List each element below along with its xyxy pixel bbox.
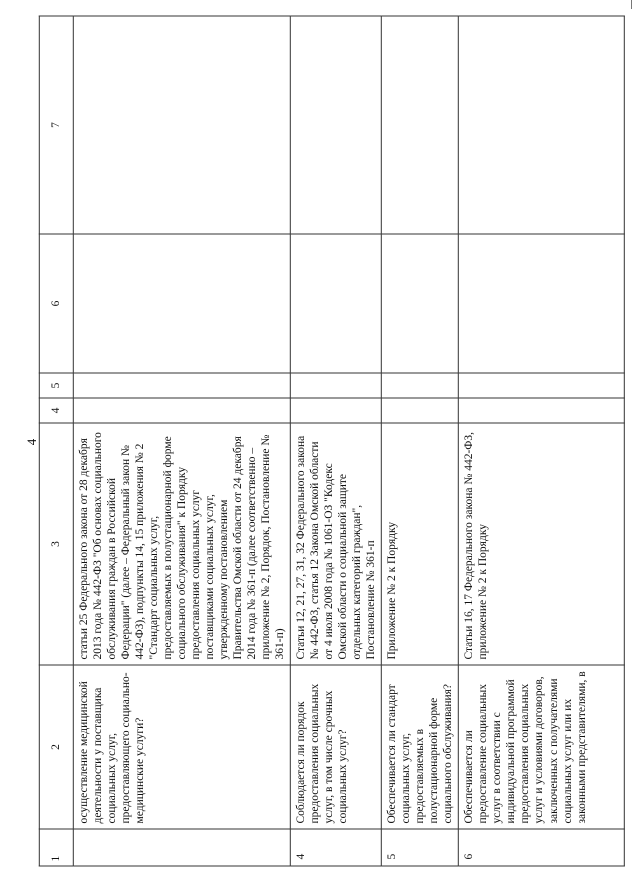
row-number <box>73 829 290 866</box>
question-cell: Соблюдается ли порядок предоставления социальных услуг, в том числе срочных социальных услуг? <box>291 665 382 829</box>
answer-cell-4 <box>382 398 459 423</box>
table-row <box>291 16 382 866</box>
reference-cell: Статьи 16, 17 Федерального закона № 442-ФЗ, приложение № 2 к Порядку <box>459 423 625 665</box>
answer-cell-6 <box>459 234 625 373</box>
answer-cell-5 <box>73 373 290 398</box>
answer-cell-7 <box>382 16 459 234</box>
row-number: 4 <box>291 829 382 866</box>
answer-cell-4 <box>459 398 625 423</box>
answer-cell-7 <box>291 16 382 234</box>
table-row <box>459 16 625 866</box>
reference-cell: Статьи 12, 21, 27, 31, 32 Федерального закона № 442-ФЗ, статья 12 Закона Омской области от 4 июля 2008 года № 1061-ОЗ "Кодекс Омской области о социальной защите отдельных категорий граждан", Постановление № 361-п <box>291 423 382 665</box>
question-cell: Обеспечивается ли стандарт социальных услуг, предоставляемых в полустационарной форме социального обслуживания? <box>382 665 459 829</box>
row-number: 6 <box>459 829 625 866</box>
rotated-table-container <box>50 47 610 861</box>
col-header-1: 1 <box>39 829 73 866</box>
answer-cell-4 <box>73 398 290 423</box>
question-cell: осуществление медицинской деятельности у поставщика социальных услуг, предоставляющего социально-медицинские услуги? <box>73 665 290 829</box>
reference-cell: Приложение № 2 к Порядку <box>382 423 459 665</box>
checklist-table <box>39 15 625 866</box>
col-header-2: 2 <box>39 665 73 829</box>
answer-cell-6 <box>382 234 459 373</box>
row-number: 5 <box>382 829 459 866</box>
col-header-7: 7 <box>39 16 73 234</box>
table-row <box>73 16 290 866</box>
answer-cell-5 <box>291 373 382 398</box>
answer-cell-7 <box>73 16 290 234</box>
question-cell: Обеспечивается ли предоставление социальных услуг в соответствии с индивидуальной программой предоставления социальных услуг и условиями договоров, заключенных с получателями социальных услуг или их законными представителями, в <box>459 665 625 829</box>
col-header-6: 6 <box>39 234 73 373</box>
answer-cell-5 <box>459 373 625 398</box>
col-header-3: 3 <box>39 423 73 665</box>
answer-cell-6 <box>291 234 382 373</box>
page-number: 4 <box>24 438 39 446</box>
answer-cell-6 <box>73 234 290 373</box>
header-row <box>39 16 73 866</box>
col-header-5: 5 <box>39 373 73 398</box>
answer-cell-7 <box>459 16 625 234</box>
edge-mark <box>631 0 632 9</box>
table-row <box>382 16 459 866</box>
reference-cell: статьи 25 Федерального закона от 28 декабря 2013 года № 442-ФЗ "Об основах социального обслуживания граждан в Российской Федерации" (далее – Федеральный закон № 442-ФЗ), подпункты 14, 15 приложения № 2 "Стандарт социальных услуг, предоставляемых в полустационарной форме социального обслуживания" к Порядку предоставления социальных услуг поставщиками социальных услуг, утвержденному постановлением Правительства Омской области от 24 декабря 2014 года № 361-п (далее соответственно – приложение № 2, Порядок, Постановление № 361-п) <box>73 423 290 665</box>
col-header-4: 4 <box>39 398 73 423</box>
answer-cell-5 <box>382 373 459 398</box>
answer-cell-4 <box>291 398 382 423</box>
